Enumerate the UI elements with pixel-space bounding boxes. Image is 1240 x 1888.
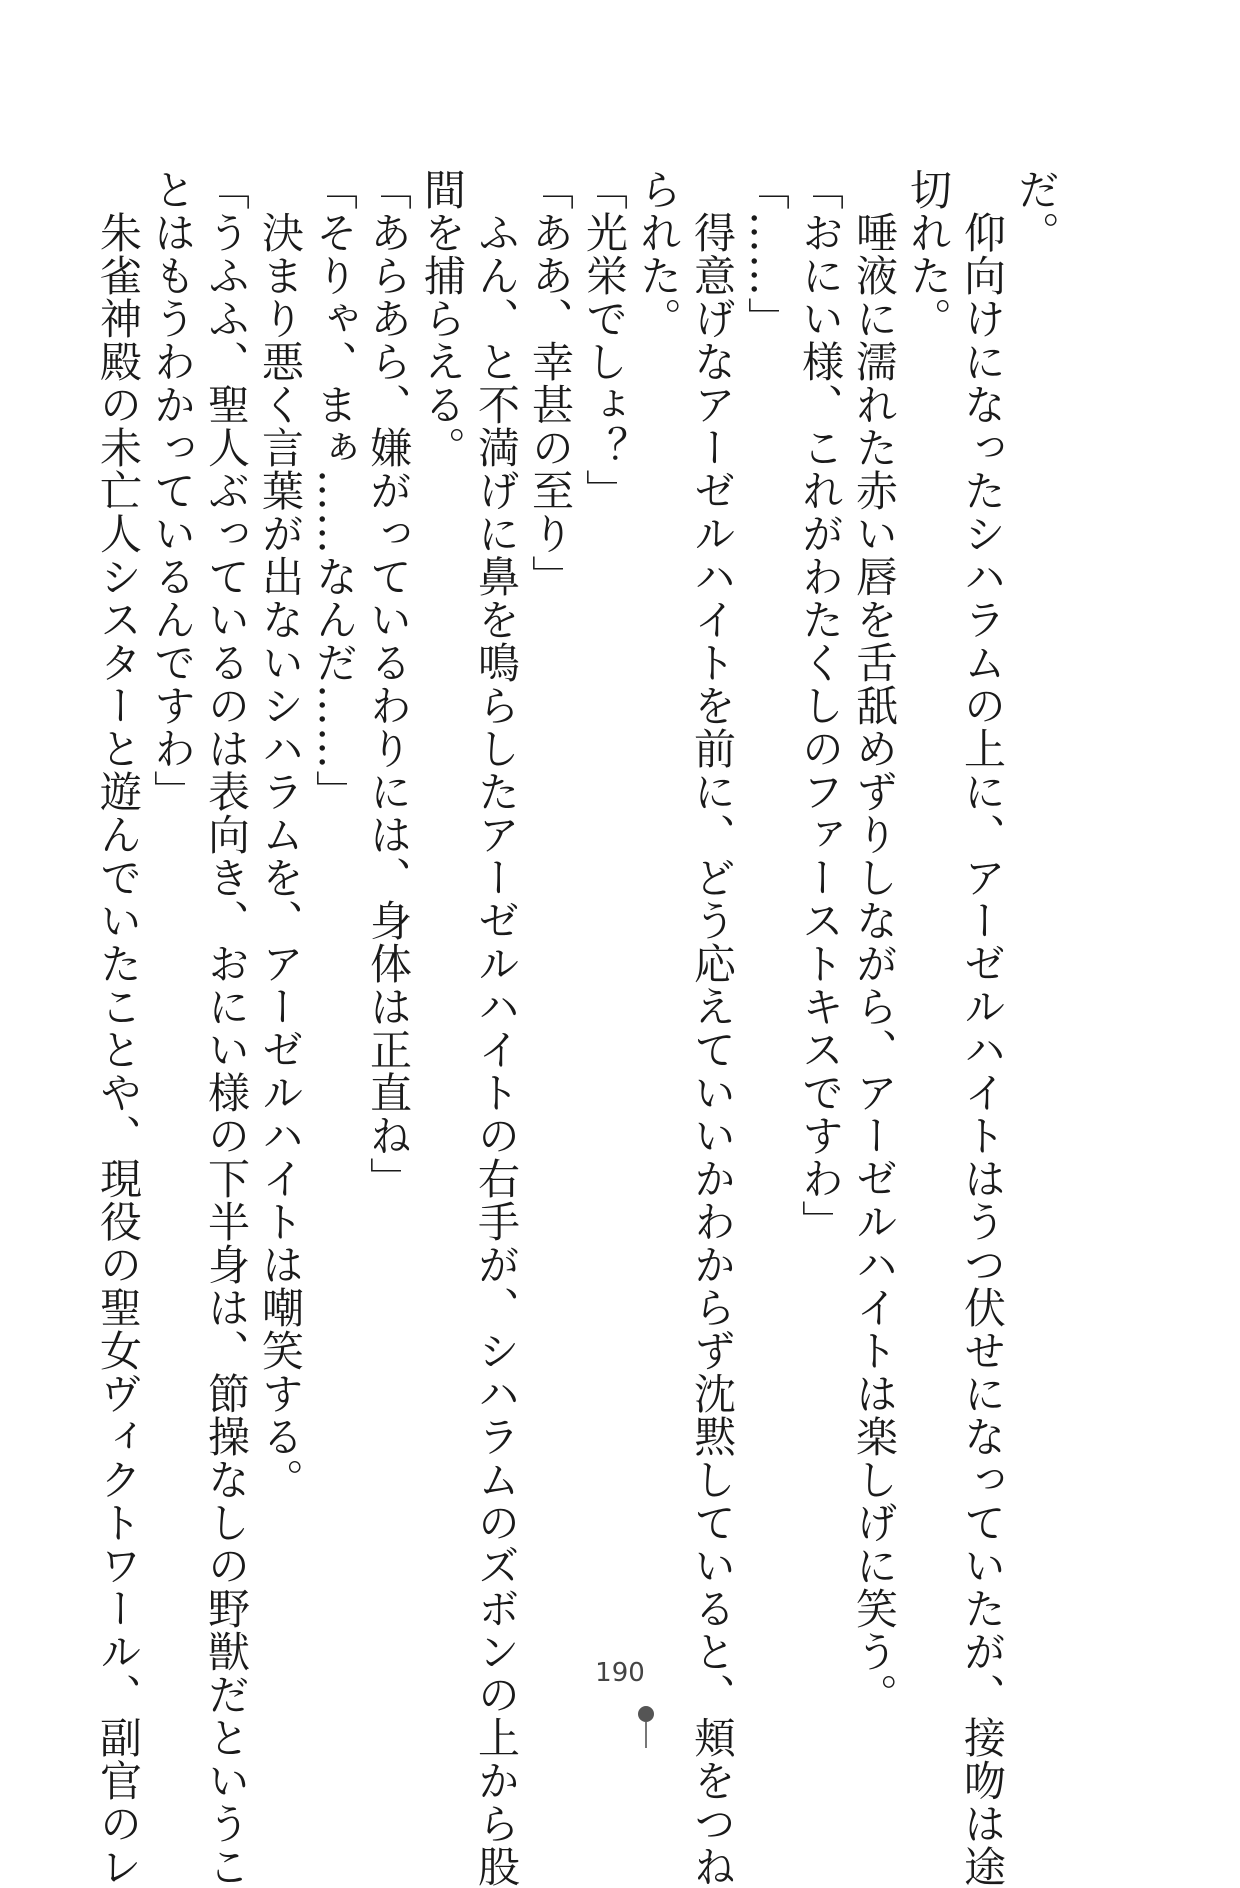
text-line: 「おにい様、これがわたくしのファーストキスですわ」 bbox=[796, 168, 845, 1243]
text-line: 「光栄でしょ？」 bbox=[580, 168, 629, 512]
text-line: 「ああ、幸甚の至り」 bbox=[526, 168, 575, 598]
text-line: 唾液に濡れた赤い唇を舌舐めずりしながら、アーゼルハイトは楽しげに笑う。 bbox=[850, 168, 899, 1716]
text-line: 間を捕らえる。 bbox=[418, 168, 467, 469]
page-marker-dot bbox=[638, 1706, 654, 1722]
text-line: 決まり悪く言葉が出ないシハラムを、アーゼルハイトは嘲笑する。 bbox=[256, 168, 305, 1501]
text-line: ふん、と不満げに鼻を鳴らしたアーゼルハイトの右手が、シハラムのズボンの上から股 bbox=[472, 168, 521, 1888]
text-line: 「うふふ、聖人ぶっているのは表向き、おにい様の下半身は、節操なしの野獣だというこ bbox=[202, 168, 251, 1888]
text-line: とはもうわかっているんですわ」 bbox=[148, 168, 197, 813]
text-line: 朱雀神殿の未亡人シスターと遊んでいたことや、現役の聖女ヴィクトワール、副官のレ bbox=[94, 168, 143, 1888]
text-line: だ。 bbox=[1012, 168, 1061, 254]
text-line: 得意げなアーゼルハイトを前に、どう応えていいかわからず沈黙していると、頬をつね bbox=[688, 168, 737, 1888]
page-number: 190 bbox=[595, 1658, 645, 1688]
text-line: 切れた。 bbox=[904, 168, 953, 340]
text-line: 仰向けになったシハラムの上に、アーゼルハイトはうつ伏せになっていたが、接吻は途 bbox=[958, 168, 1007, 1888]
text-line: 「そりゃ、まぁ……なんだ……」 bbox=[310, 168, 359, 813]
text-line: 「あらあら、嫌がっているわりには、身体は正直ね」 bbox=[364, 168, 413, 1200]
text-line: られた。 bbox=[634, 168, 683, 340]
page-marker-line bbox=[645, 1722, 647, 1748]
text-line: 「……」 bbox=[742, 168, 791, 340]
